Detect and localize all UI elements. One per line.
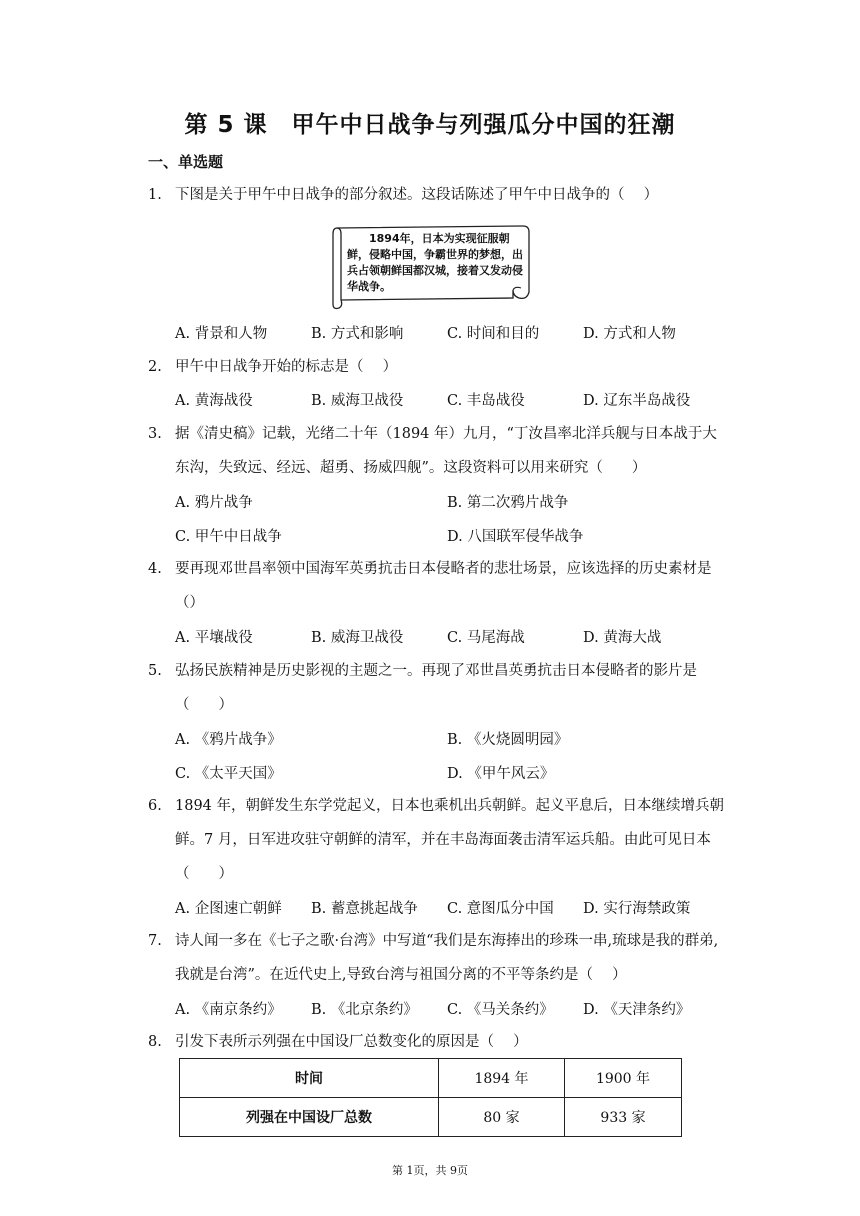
page-footer: 第 1页，共 9页 xyxy=(392,1164,468,1177)
option-a[interactable]: A. 平壤战役 xyxy=(175,630,253,646)
question-number: 6. xyxy=(148,798,162,814)
page-title: 第 5 课 甲午中日战争与列强瓜分中国的狂潮 xyxy=(184,112,676,138)
option-d[interactable]: D. 八国联军侵华战争 xyxy=(447,529,584,545)
option-b[interactable]: B. 蓄意挑起战争 xyxy=(311,901,418,917)
option-d[interactable]: D. 方式和人物 xyxy=(583,326,676,342)
data-table xyxy=(179,1058,682,1137)
question-number: 8. xyxy=(148,1034,162,1050)
option-a[interactable]: A. 《鸦片战争》 xyxy=(175,732,282,748)
table-cell: 列强在中国设厂总数 xyxy=(180,1098,439,1137)
option-b[interactable]: B. 方式和影响 xyxy=(311,326,404,342)
option-a[interactable]: A. 企图速亡朝鲜 xyxy=(175,901,282,917)
question-number: 2. xyxy=(148,359,162,375)
question-text: 甲午中日战争开始的标志是（ ） xyxy=(175,359,398,375)
question-number: 4. xyxy=(148,561,162,577)
table-cell: 80 家 xyxy=(439,1098,565,1137)
option-c[interactable]: C. 意图瓜分中国 xyxy=(447,901,554,917)
question-5 xyxy=(148,654,728,722)
question-8 xyxy=(148,1025,728,1059)
options-q5-row1 xyxy=(175,728,735,752)
options-q5-row2 xyxy=(175,762,735,786)
options-q2 xyxy=(175,389,735,413)
options-q6 xyxy=(175,897,735,921)
question-text: 据《清史稿》记载，光绪二十年（1894 年）九月，“丁汝昌率北洋兵舰与日本战于大东沟，失致远、经远、超勇、扬威四舰”。这段资料可以用来研究（ ） xyxy=(175,426,717,476)
options-q3-row1 xyxy=(175,491,735,515)
option-c[interactable]: C. 时间和目的 xyxy=(447,326,540,342)
options-q3-row2 xyxy=(175,525,735,549)
table-cell: 1900 年 xyxy=(565,1059,682,1098)
option-c[interactable]: C. 丰岛战役 xyxy=(447,393,525,409)
scroll-figure xyxy=(327,222,533,312)
option-d[interactable]: D. 辽东半岛战役 xyxy=(583,393,691,409)
question-text: 下图是关于甲午中日战争的部分叙述。这段话陈述了甲午中日战争的（ ） xyxy=(175,187,659,203)
question-number: 5. xyxy=(148,663,162,679)
option-a[interactable]: A. 背景和人物 xyxy=(175,326,268,342)
options-q1 xyxy=(175,322,735,346)
option-d[interactable]: D. 实行海禁政策 xyxy=(583,901,691,917)
question-text: 引发下表所示列强在中国设厂总数变化的原因是（ ） xyxy=(175,1034,528,1050)
option-c[interactable]: C. 《太平天国》 xyxy=(175,766,282,782)
option-d[interactable]: D. 《天津条约》 xyxy=(583,1002,691,1018)
question-6 xyxy=(148,789,728,891)
scroll-text: 1894年，日本为实现征服朝鲜，侵略中国，争霸世界的梦想，出兵占领朝鲜国都汉城，接着又发动侵华战争。 xyxy=(347,232,523,293)
question-1 xyxy=(148,178,728,212)
option-b[interactable]: B. 《北京条约》 xyxy=(311,1002,418,1018)
option-d[interactable]: D. 《甲午风云》 xyxy=(447,766,555,782)
option-a[interactable]: A. 鸦片战争 xyxy=(175,495,253,511)
question-text: 要再现邓世昌率领中国海军英勇抗击日本侵略者的悲壮场景，应该选择的历史素材是（） xyxy=(175,561,712,611)
option-d[interactable]: D. 黄海大战 xyxy=(583,630,662,646)
option-b[interactable]: B. 第二次鸦片战争 xyxy=(447,495,569,511)
question-7 xyxy=(148,924,728,992)
option-b[interactable]: B. 威海卫战役 xyxy=(311,630,404,646)
options-q4 xyxy=(175,626,735,650)
option-a[interactable]: A. 黄海战役 xyxy=(175,393,253,409)
question-4 xyxy=(148,552,728,620)
option-b[interactable]: B. 威海卫战役 xyxy=(311,393,404,409)
option-c[interactable]: C. 《马关条约》 xyxy=(447,1002,554,1018)
question-number: 3. xyxy=(148,426,162,442)
question-text: 1894 年，朝鲜发生东学党起义，日本也乘机出兵朝鲜。起义平息后，日本继续增兵朝鲜。7 月，日军进攻驻守朝鲜的清军，并在丰岛海面袭击清军运兵船。由此可见日本（ ） xyxy=(175,798,725,882)
question-text: 弘扬民族精神是历史影视的主题之一。再现了邓世昌英勇抗击日本侵略者的影片是（ ） xyxy=(175,663,697,713)
question-text: 诗人闻一多在《七子之歌·台湾》中写道“我们是东海捧出的珍珠一串,琉球是我的群弟,我就是台湾”。在近代史上,导致台湾与祖国分离的不平等条约是（ ） xyxy=(175,933,719,983)
section-heading: 一、单选题 xyxy=(148,153,224,171)
question-2 xyxy=(148,350,728,384)
table-row xyxy=(180,1059,682,1098)
question-number: 1. xyxy=(148,187,162,203)
table-cell: 933 家 xyxy=(565,1098,682,1137)
option-b[interactable]: B. 《火烧圆明园》 xyxy=(447,732,569,748)
option-c[interactable]: C. 马尾海战 xyxy=(447,630,525,646)
options-q7 xyxy=(175,998,735,1022)
table-cell: 1894 年 xyxy=(439,1059,565,1098)
table-row xyxy=(180,1098,682,1137)
question-3 xyxy=(148,417,728,485)
option-a[interactable]: A. 《南京条约》 xyxy=(175,1002,282,1018)
question-number: 7. xyxy=(148,933,162,949)
option-c[interactable]: C. 甲午中日战争 xyxy=(175,529,282,545)
table-cell: 时间 xyxy=(180,1059,439,1098)
